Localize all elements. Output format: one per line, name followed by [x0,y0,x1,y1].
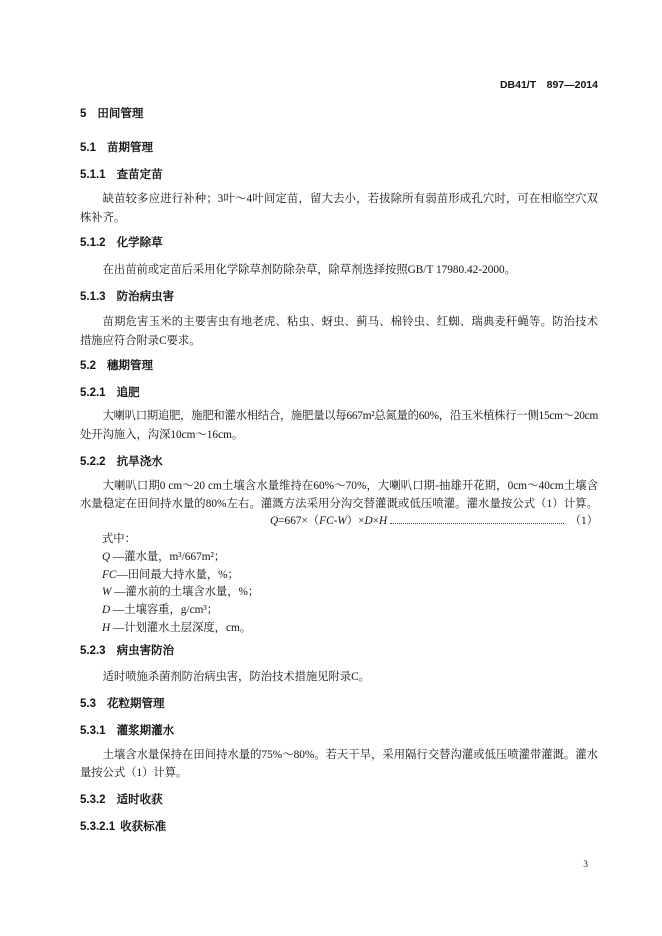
section-number: 5.2 [80,360,96,372]
section-number: 5.1.3 [80,291,106,303]
formula-number: （1） [569,515,598,527]
formula-var-fc: FC [319,515,334,527]
variable-symbol: FC [102,569,117,581]
variable-symbol: Q [102,551,111,563]
section-number: 5.1 [80,142,96,154]
paragraph-line: 缺苗较多应进行补种；3叶～4叶间定苗，留大去小，若拔除所有弱苗形成孔穴时，可在相临空穴双 [102,193,598,205]
section-title: 穗期管理 [107,360,153,372]
page-number: 3 [583,860,588,870]
variable-definition [102,602,218,618]
section-title: 收获标准 [120,821,167,833]
section-number: 5.2.2 [80,456,106,468]
section-title: 灌浆期灌水 [116,725,175,737]
section-title: 花粒期管理 [107,698,165,710]
paragraph-line: 适时喷施杀菌剂防治病虫害，防治技术措施见附录C。 [102,671,370,683]
section-title: 病虫害防治 [116,645,175,657]
section-heading-5-3-2 [80,792,163,808]
section-number: 5 [80,108,87,120]
paragraph-line: 株补齐。 [80,212,126,224]
variable-description: —土壤容重，g/cm³； [110,604,219,616]
dot-leader [390,523,564,524]
section-number: 5.1.1 [80,169,106,181]
section-heading-5-2 [80,358,153,374]
document-code-header: DB41/T 897—2014 [499,79,598,91]
section-heading-5-3-2-1 [80,819,166,835]
formula-operator: ）× [346,515,365,527]
section-number: 5.3.2.1 [80,821,116,833]
section-title: 防治病虫害 [116,291,175,303]
paragraph-line: 量按公式（1）计算。 [80,767,188,779]
variable-symbol: H [102,622,111,634]
section-heading-5-1-2 [80,235,163,251]
section-number: 5.3.1 [80,725,106,737]
section-title: 查苗定苗 [116,169,163,181]
formula-var-q: Q [270,515,279,527]
variable-definition [102,620,251,636]
section-heading-5-2-2 [80,454,163,470]
formula-operator: - [333,515,338,527]
section-title: 追肥 [116,387,140,399]
section-heading-5-2-3 [80,643,174,659]
formula-var-w: W [337,515,347,527]
variable-symbol: D [102,604,111,616]
section-heading-5-1-1 [80,167,163,183]
formula-operator: =667×（ [278,515,320,527]
section-title: 适时收获 [116,794,163,806]
formula-expression [270,513,387,529]
paragraph-line: 处开沟施入，沟深10cm～16cm。 [80,429,244,441]
variable-description: —田间最大持水量，%； [116,569,239,581]
section-heading-5 [80,106,143,122]
variable-description: —计划灌水土层深度，cm。 [110,622,252,634]
paragraph-line: 苗期危害玉米的主要害虫有地老虎、粘虫、蚜虫、蓟马、棉铃虫、红蜘、瑞典麦秆蝇等。防治技术 [102,316,598,328]
section-title: 化学除草 [116,237,163,249]
section-number: 5.2.3 [80,645,106,657]
variable-definition [102,584,259,600]
formula-var-d: D [364,515,373,527]
formula-var-h: H [379,515,388,527]
section-number: 5.3.2 [80,794,106,806]
where-label: 式中： [102,533,136,545]
section-heading-5-1 [80,140,153,156]
section-heading-5-1-3 [80,289,174,305]
section-number: 5.1.2 [80,237,106,249]
section-title: 苗期管理 [107,142,153,154]
section-number: 5.3 [80,698,96,710]
section-heading-5-2-1 [80,385,140,401]
irrigation-formula [270,513,598,529]
variable-definition [102,567,239,583]
paragraph-line: 大喇叭口期追肥，施肥和灌水相结合，施肥量以每667m²总氮量的60%，沿玉米植株行一侧15cm～20cm [102,410,598,422]
formula-operator: × [372,515,380,527]
paragraph-line: 在出苗前或定苗后采用化学除草剂防除杂草，除草剂选择按照GB/T 17980.42-2000。 [102,264,516,276]
paragraph-line: 措施应符合附录C要求。 [80,335,201,347]
variable-description: —灌水量，m³/667m²； [110,551,226,563]
paragraph-line: 水量稳定在田间持水量的80%左右。灌溉方法采用分沟交替灌溉或低压喷灌。灌水量按公式（1）计算。 [80,498,598,510]
section-number: 5.2.1 [80,387,106,399]
section-heading-5-3 [80,696,165,712]
section-title: 抗旱浇水 [116,456,163,468]
paragraph-line: 土壤含水量保持在田间持水量的75%～80%。若天干旱，采用隔行交替沟灌或低压喷灌带灌溉。灌水 [102,749,598,761]
variable-description: —灌水前的土壤含水量，%； [111,586,260,598]
variable-definition [102,549,225,565]
section-heading-5-3-1 [80,723,174,739]
variable-symbol: W [102,586,112,598]
section-title: 田间管理 [97,108,144,120]
paragraph-line: 大喇叭口期0 cm～20 cm土壤含水量维持在60%～70%，大喇叭口期-抽雄开花期，0cm～40cm土壤含 [102,480,598,492]
